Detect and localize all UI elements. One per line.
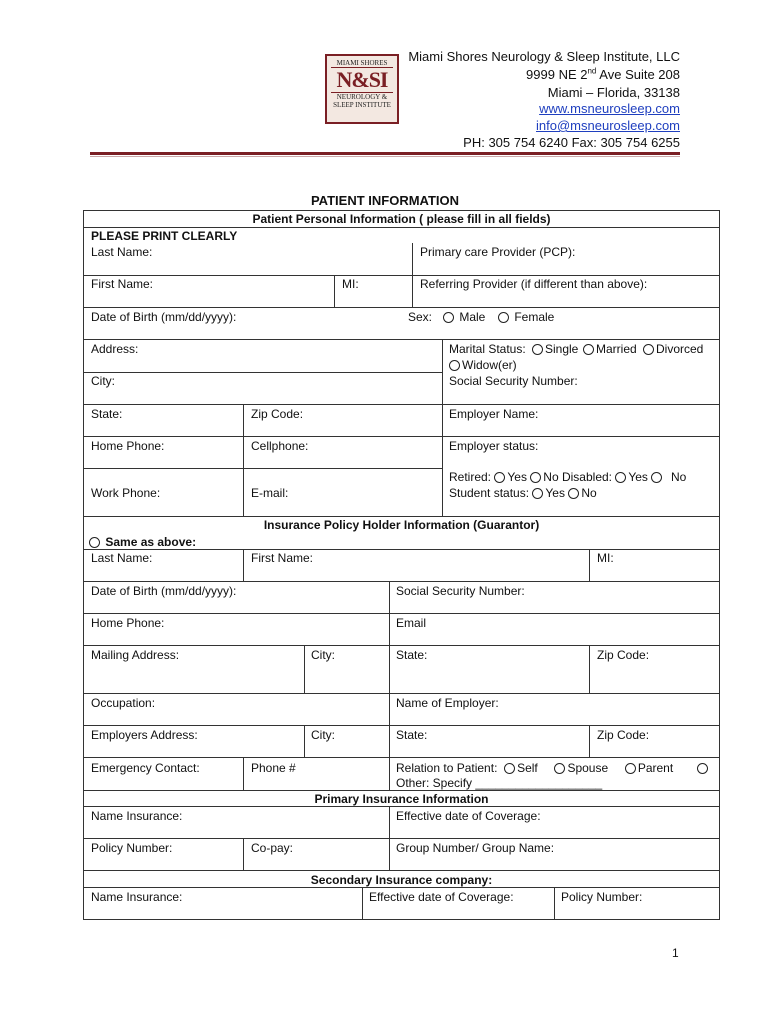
relation-spouse-radio[interactable] xyxy=(554,763,565,774)
email-link[interactable]: info@msneurosleep.com xyxy=(536,118,680,133)
first-name-label[interactable]: First Name: xyxy=(91,277,154,291)
marital-divorced-option[interactable]: Divorced xyxy=(643,342,703,356)
cellphone-label[interactable]: Cellphone: xyxy=(251,439,309,453)
relation-parent-radio[interactable] xyxy=(625,763,636,774)
section-guarantor-header: Insurance Policy Holder Information (Guarantor) xyxy=(263,518,540,532)
practice-city: Miami – Florida, 33138 xyxy=(547,85,680,100)
sex-label: Sex: xyxy=(408,310,433,324)
guarantor-dob-label[interactable]: Date of Birth (mm/dd/yyyy): xyxy=(91,584,237,598)
radio-icon[interactable] xyxy=(532,344,543,355)
marital-widow-option[interactable]: Widow(er) xyxy=(449,358,517,372)
logo-line-3: SLEEP INSTITUTE xyxy=(333,101,391,109)
emergency-phone-label[interactable]: Phone # xyxy=(251,761,296,775)
primary-insurance-name-label[interactable]: Name Insurance: xyxy=(91,809,183,823)
last-name-label[interactable]: Last Name: xyxy=(91,245,153,259)
referring-provider-label[interactable]: Referring Provider (if different than above): xyxy=(420,277,648,291)
guarantor-mi-label[interactable]: MI: xyxy=(597,551,614,565)
zip-label[interactable]: Zip Code: xyxy=(251,407,304,421)
student-status-row: Student status: Yes No xyxy=(449,486,597,500)
guarantor-employer-address-label[interactable]: Employers Address: xyxy=(91,728,198,742)
guarantor-first-name-label[interactable]: First Name: xyxy=(251,551,314,565)
section-secondary-insurance-header: Secondary Insurance company: xyxy=(310,873,493,887)
secondary-policy-number-label[interactable]: Policy Number: xyxy=(561,890,643,904)
disabled-yes-radio[interactable] xyxy=(615,472,626,483)
print-clearly-note: PLEASE PRINT CLEARLY xyxy=(91,229,238,243)
radio-icon[interactable] xyxy=(498,312,509,323)
logo xyxy=(325,54,399,124)
guarantor-employer-city-label[interactable]: City: xyxy=(311,728,335,742)
secondary-insurance-name-label[interactable]: Name Insurance: xyxy=(91,890,183,904)
radio-icon[interactable] xyxy=(583,344,594,355)
guarantor-employer-name-label[interactable]: Name of Employer: xyxy=(396,696,499,710)
guarantor-home-phone-label[interactable]: Home Phone: xyxy=(91,616,165,630)
emergency-contact-label[interactable]: Emergency Contact: xyxy=(91,761,200,775)
page-number: 1 xyxy=(672,946,679,960)
primary-copay-label[interactable]: Co-pay: xyxy=(251,841,294,855)
employer-name-label[interactable]: Employer Name: xyxy=(449,407,539,421)
pcp-label[interactable]: Primary care Provider (PCP): xyxy=(420,245,576,259)
mi-label[interactable]: MI: xyxy=(342,277,359,291)
student-yes-radio[interactable] xyxy=(532,488,543,499)
logo-line-1: MIAMI SHORES xyxy=(331,59,393,68)
logo-monogram: N&SI xyxy=(336,67,388,92)
retired-no-radio[interactable] xyxy=(530,472,541,483)
employer-status-label: Employer status: xyxy=(449,439,539,453)
relation-other-specify[interactable]: Other: Specify ___________________ xyxy=(396,776,603,790)
secondary-effective-date-label[interactable]: Effective date of Coverage: xyxy=(369,890,514,904)
dob-label[interactable]: Date of Birth (mm/dd/yyyy): xyxy=(91,310,237,324)
state-label[interactable]: State: xyxy=(91,407,123,421)
guarantor-occupation-label[interactable]: Occupation: xyxy=(91,696,156,710)
header-divider-thin xyxy=(90,156,680,157)
guarantor-employer-state-label[interactable]: State: xyxy=(396,728,428,742)
guarantor-zip-label[interactable]: Zip Code: xyxy=(597,648,650,662)
sex-female-option[interactable]: Female xyxy=(498,310,554,324)
relation-row: Relation to Patient: Self Spouse Parent xyxy=(396,761,710,775)
header-divider xyxy=(90,152,680,155)
radio-icon[interactable] xyxy=(643,344,654,355)
guarantor-city-label[interactable]: City: xyxy=(311,648,335,662)
guarantor-employer-zip-label[interactable]: Zip Code: xyxy=(597,728,650,742)
section-personal-header: Patient Personal Information ( please fill in all fields) xyxy=(252,212,551,226)
guarantor-ssn-label[interactable]: Social Security Number: xyxy=(396,584,525,598)
same-as-above-option[interactable]: Same as above: xyxy=(89,535,196,549)
website-link[interactable]: www.msneurosleep.com xyxy=(539,101,680,116)
radio-icon[interactable] xyxy=(449,360,460,371)
practice-name: Miami Shores Neurology & Sleep Institute, LLC xyxy=(408,49,680,64)
guarantor-email-label[interactable]: Email xyxy=(396,616,427,630)
marital-married-option[interactable]: Married xyxy=(583,342,637,356)
retired-yes-radio[interactable] xyxy=(494,472,505,483)
marital-single-option[interactable]: Single xyxy=(532,342,578,356)
relation-other-radio[interactable] xyxy=(697,763,708,774)
form-title: PATIENT INFORMATION xyxy=(310,193,460,208)
student-no-radio[interactable] xyxy=(568,488,579,499)
work-phone-label[interactable]: Work Phone: xyxy=(91,486,161,500)
primary-policy-number-label[interactable]: Policy Number: xyxy=(91,841,173,855)
email-label[interactable]: E-mail: xyxy=(251,486,289,500)
home-phone-label[interactable]: Home Phone: xyxy=(91,439,165,453)
disabled-no-radio[interactable] xyxy=(651,472,662,483)
address-label[interactable]: Address: xyxy=(91,342,139,356)
relation-self-radio[interactable] xyxy=(504,763,515,774)
guarantor-last-name-label[interactable]: Last Name: xyxy=(91,551,153,565)
radio-icon[interactable] xyxy=(89,537,100,548)
retired-disabled-row: Retired: Yes No Disabled: Yes No xyxy=(449,470,687,484)
radio-icon[interactable] xyxy=(443,312,454,323)
guarantor-state-label[interactable]: State: xyxy=(396,648,428,662)
logo-line-2: NEUROLOGY & xyxy=(331,92,393,101)
primary-group-number-label[interactable]: Group Number/ Group Name: xyxy=(396,841,555,855)
phone-fax: PH: 305 754 6240 Fax: 305 754 6255 xyxy=(463,135,680,150)
section-primary-insurance-header: Primary Insurance Information xyxy=(314,792,489,806)
ssn-label[interactable]: Social Security Number: xyxy=(449,374,578,388)
marital-status-label: Marital Status: xyxy=(449,342,526,356)
primary-effective-date-label[interactable]: Effective date of Coverage: xyxy=(396,809,541,823)
sex-male-option[interactable]: Male xyxy=(443,310,485,324)
guarantor-mailing-address-label[interactable]: Mailing Address: xyxy=(91,648,180,662)
practice-address: 9999 NE 2nd Ave Suite 208 xyxy=(526,66,680,82)
city-label[interactable]: City: xyxy=(91,374,115,388)
